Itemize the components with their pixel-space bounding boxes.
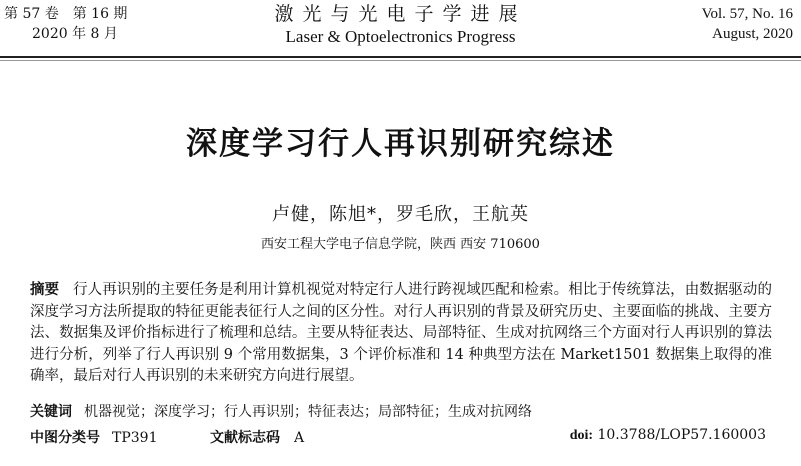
classification-row — [30, 427, 772, 447]
keywords — [30, 401, 772, 421]
keywords-text: 机器视觉；深度学习；行人再识别；特征表达；局部特征；生成对抗网络 — [84, 404, 532, 420]
volume-issue-cn: 第 57 卷 第 16 期 — [4, 6, 128, 22]
doi-value: 10.3788/LOP57.160003 — [597, 427, 766, 443]
doc-code-label: 文献标志码 — [210, 430, 280, 446]
doi-label: doi: — [569, 428, 594, 443]
header-divider — [0, 56, 801, 58]
abstract-text: 行人再识别的主要任务是利用计算机视觉对特定行人进行跨视域匹配和检索。相比于传统算法，由数据驱动的深度学习方法所提取的特征更能表征行人之间的区分性。对行人再识别的背景及研究历史、主要面临的挑战、主要方法、数据集及评价指标进行了梳理和总结。主要从特征表达、局部特征、生成对抗网络三个方面对行人再识别的算法进行分析，列举了行人再识别 9 个常用数据集，3 个评价标准和 14 种典型方法在 Market1501 数据集上取得的准确率，最后对行人再识别的未来研究方向进行展望。 — [30, 282, 772, 384]
doc-code — [210, 427, 304, 447]
author-list: 卢健，陈旭*，罗毛欣，王航英 — [272, 204, 529, 225]
date-cn: 2020 年 8 月 — [32, 26, 118, 42]
date-en: August, 2020 — [712, 26, 793, 42]
header-divider-thin — [0, 60, 801, 61]
journal-title — [0, 2, 801, 48]
abstract-label: 摘要 — [30, 282, 60, 298]
journal-title-en: Laser & Optoelectronics Progress — [285, 27, 516, 46]
journal-title-cn: 激光与光电子学进展 — [274, 3, 527, 25]
keywords-label: 关键词 — [30, 404, 72, 420]
doi — [570, 427, 766, 444]
article-title: 深度学习行人再识别研究综述 — [186, 126, 615, 162]
doc-code-value: A — [294, 430, 305, 446]
clc-label: 中图分类号 — [30, 430, 100, 446]
affiliation: 西安工程大学电子信息学院，陕西 西安 710600 — [261, 237, 540, 252]
header-right — [702, 4, 793, 44]
abstract — [30, 280, 772, 388]
clc-value: TP391 — [112, 430, 158, 446]
volume-issue-en: Vol. 57, No. 16 — [701, 6, 793, 22]
